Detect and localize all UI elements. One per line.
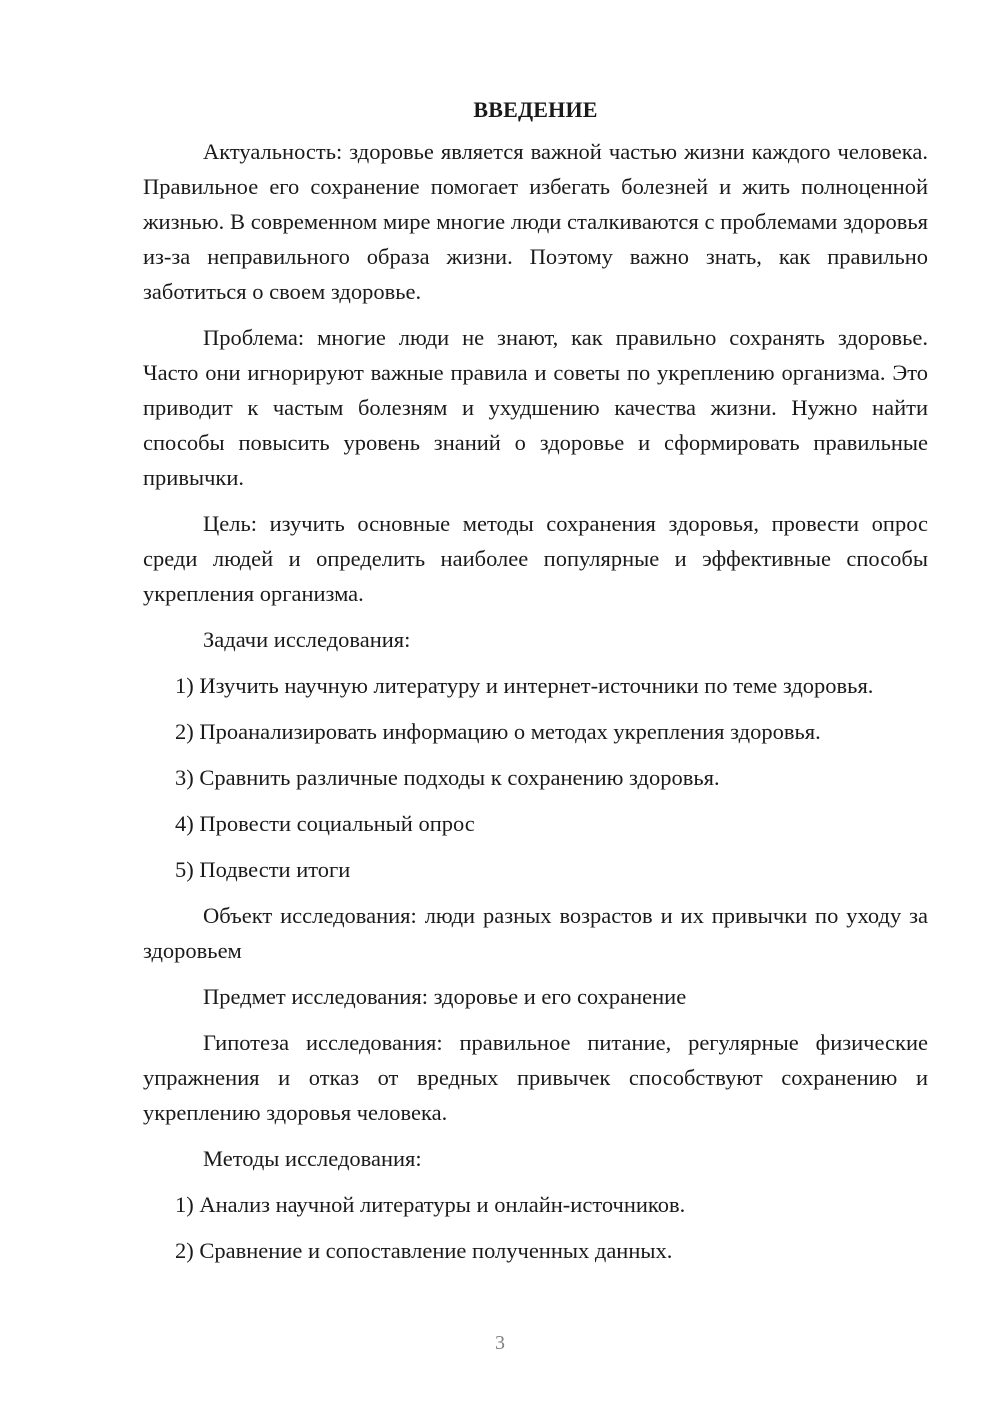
paragraph-goal: Цель: изучить основные методы сохранения здоровья, провести опрос среди людей и определить наиболее популярные и эффективные способы укрепления организма. <box>143 511 928 606</box>
methods-heading: Методы исследования: <box>203 1146 422 1171</box>
paragraph-subject: Предмет исследования: здоровье и его сохранение <box>203 984 687 1009</box>
document-page <box>143 94 928 1279</box>
tasks-heading: Задачи исследования: <box>203 627 411 652</box>
task-item-5: 5) Подвести итоги <box>175 857 351 882</box>
method-item-2: 2) Сравнение и сопоставление полученных данных. <box>175 1238 673 1263</box>
task-item-3: 3) Сравнить различные подходы к сохранению здоровья. <box>175 765 720 790</box>
document-title: ВВЕДЕНИЕ <box>473 97 598 122</box>
method-item-1: 1) Анализ научной литературы и онлайн-источников. <box>175 1192 686 1217</box>
page-number: 3 <box>495 1332 505 1354</box>
paragraph-problem: Проблема: многие люди не знают, как правильно сохранять здоровье. Часто они игнорируют важные правила и советы по укреплению организма. Это приводит к частым болезням и ухудшению качества жизни. Нужно найти способы повысить уровень знаний о здоровье и сформировать правильные привычки. <box>143 325 928 490</box>
paragraph-object: Объект исследования: люди разных возрастов и их привычки по уходу за здоровьем <box>143 903 928 963</box>
task-item-1: 1) Изучить научную литературу и интернет-источники по теме здоровья. <box>175 673 874 698</box>
task-item-4: 4) Провести социальный опрос <box>175 811 475 836</box>
task-item-2: 2) Проанализировать информацию о методах укрепления здоровья. <box>175 719 821 744</box>
paragraph-hypothesis: Гипотеза исследования: правильное питание, регулярные физические упражнения и отказ от вредных привычек способствуют сохранению и укреплению здоровья человека. <box>143 1030 928 1125</box>
paragraph-relevance: Актуальность: здоровье является важной частью жизни каждого человека. Правильное его сохранение помогает избегать болезней и жить полноценной жизнью. В современном мире многие люди сталкиваются с проблемами здоровья из-за неправильного образа жизни. Поэтому важно знать, как правильно заботиться о своем здоровье. <box>143 139 928 304</box>
